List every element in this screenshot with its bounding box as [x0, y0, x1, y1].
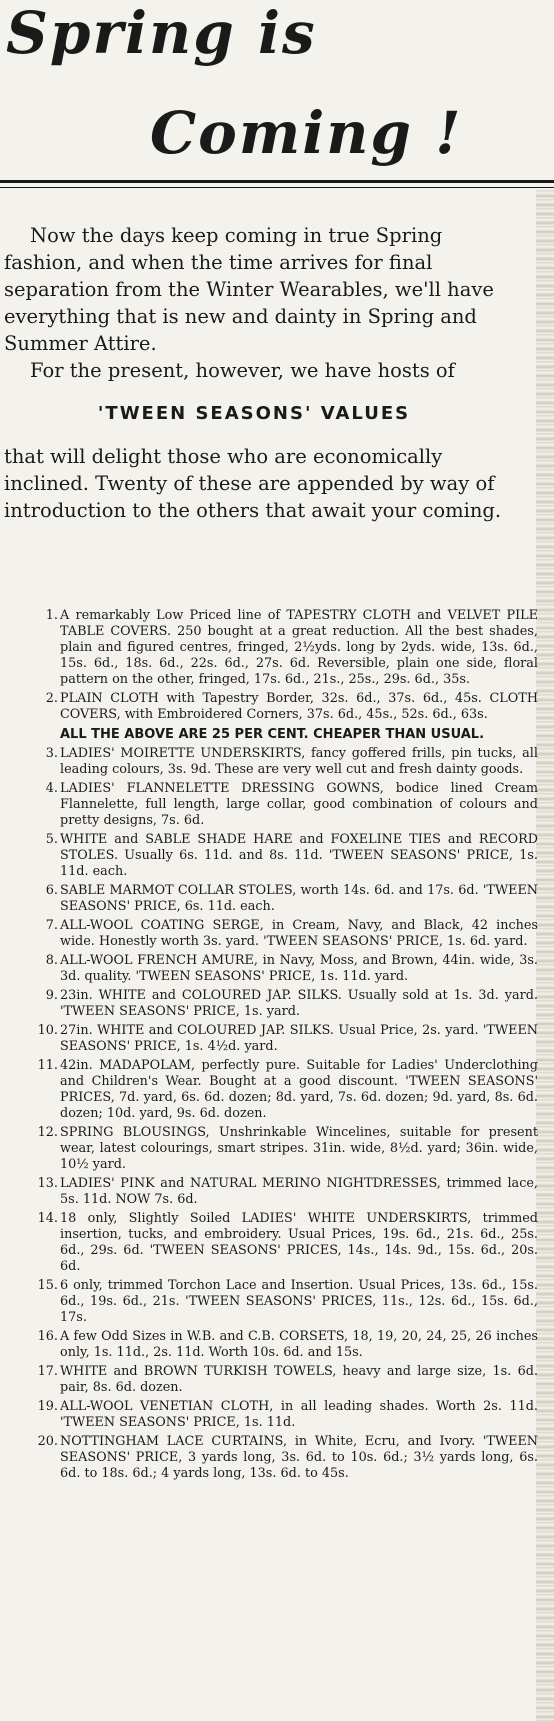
- intro-paragraph-3: that will delight those who are economically inclined. Twenty of these are appended by way of introduction to the others that await your coming.: [4, 445, 502, 522]
- item-number: 14.: [37, 1211, 58, 1226]
- item-number: 8.: [45, 953, 58, 968]
- divider-thin: [0, 187, 554, 188]
- list-item: [37, 1434, 538, 1482]
- item-list: [37, 608, 538, 1485]
- list-item: [40, 988, 538, 1020]
- list-item: [37, 1364, 538, 1396]
- list-item: [37, 1329, 538, 1361]
- item-number: 20.: [37, 1434, 58, 1449]
- item-text: 23in. WHITE and COLOURED JAP. SILKS. Usually sold at 1s. 3d. yard. 'TWEEN SEASONS' PRICE, 1s. yard.: [60, 988, 538, 1019]
- item-text: 6 only, trimmed Torchon Lace and Insertion. Usual Prices, 13s. 6d., 15s. 6d., 19s. 6d., 21s. 'TWEEN SEASONS' PRICES, 11s., 12s. 6d., 15s. 6d., 17s.: [60, 1278, 538, 1325]
- item-text: LADIES' MOIRETTE UNDERSKIRTS, fancy goffered frills, pin tucks, all leading colours, 3s. 9d. These are very well cut and fresh dainty goods.: [60, 746, 538, 777]
- item-text: LADIES' FLANNELETTE DRESSING GOWNS, bodice lined Cream Flannelette, full length, large collar, good combination of colours and pretty designs, 7s. 6d.: [60, 781, 538, 828]
- list-item: [40, 918, 538, 950]
- list-item: [40, 832, 538, 880]
- intro-paragraph-2: For the present, however, we have hosts of: [30, 359, 455, 382]
- item-number: 15.: [37, 1278, 58, 1293]
- list-item: [40, 691, 538, 723]
- item-number: 9.: [45, 988, 58, 1003]
- values-heading: 'TWEEN SEASONS' VALUES: [97, 403, 411, 424]
- list-item: [40, 953, 538, 985]
- page-edge: [536, 190, 554, 1721]
- item-number: 12.: [37, 1125, 58, 1140]
- item-text: 18 only, Slightly Soiled LADIES' WHITE UNDERSKIRTS, trimmed insertion, tucks, and embroidery. Usual Prices, 19s. 6d., 21s. 6d., 25s. 6d., 29s. 6d. 'TWEEN SEASONS' PRICES, 14s., 14s. 9d., 15s. 6d., 20s. 6d.: [60, 1211, 538, 1274]
- headline-line-2: Coming !: [150, 99, 463, 167]
- item-text: WHITE and SABLE SHADE HARE and FOXELINE TIES and RECORD STOLES. Usually 6s. 11d. and 8s. 11d. 'TWEEN SEASONS' PRICE, 1s. 11d. each.: [60, 832, 538, 879]
- item-number: 13.: [37, 1176, 58, 1191]
- list-item: [40, 746, 538, 778]
- item-number: 3.: [45, 746, 58, 761]
- item-number: 11.: [37, 1058, 58, 1073]
- item-text: 42in. MADAPOLAM, perfectly pure. Suitable for Ladies' Underclothing and Children's Wear. Bought at a good discount. 'TWEEN SEASONS' PRICES, 7d. yard, 6s. 6d. dozen; 8d. yard, 7s. 6d. dozen; 9d. yard, 8s. 6d. dozen; 10d. yard, 9s. 6d. dozen.: [60, 1058, 538, 1121]
- item-number: 4.: [45, 781, 58, 796]
- list-item: [37, 1278, 538, 1326]
- item-number: 6.: [45, 883, 58, 898]
- list-item: [37, 1023, 538, 1055]
- headline-line-1: Spring is: [6, 0, 317, 67]
- item-text: PLAIN CLOTH with Tapestry Border, 32s. 6d., 37s. 6d., 45s. CLOTH COVERS, with Embroidered Corners, 37s. 6d., 45s., 52s. 6d., 63s.: [60, 691, 538, 722]
- list-item: [40, 781, 538, 829]
- item-text: SABLE MARMOT COLLAR STOLES, worth 14s. 6d. and 17s. 6d. 'TWEEN SEASONS' PRICE, 6s. 11d. each.: [60, 883, 538, 914]
- discount-notice: ALL THE ABOVE ARE 25 PER CENT. CHEAPER THAN USUAL.: [60, 727, 485, 742]
- item-number: 7.: [45, 918, 58, 933]
- divider-thick: [0, 180, 554, 183]
- list-item: [37, 1058, 538, 1122]
- item-text: ALL-WOOL FRENCH AMURE, in Navy, Moss, and Brown, 44in. wide, 3s. 3d. quality. 'TWEEN SEASONS' PRICE, 1s. 11d. yard.: [60, 953, 538, 984]
- list-item: [37, 1176, 538, 1208]
- list-item: [40, 608, 538, 688]
- item-text: ALL-WOOL COATING SERGE, in Cream, Navy, and Black, 42 inches wide. Honestly worth 3s. yard. 'TWEEN SEASONS' PRICE, 1s. 6d. yard.: [60, 918, 538, 949]
- list-item: [37, 1125, 538, 1173]
- item-number: 16.: [37, 1329, 58, 1344]
- item-number: 10.: [37, 1023, 58, 1038]
- item-number: 5.: [45, 832, 58, 847]
- list-item: [37, 1211, 538, 1275]
- item-number: 17.: [37, 1364, 58, 1379]
- list-item: [40, 883, 538, 915]
- item-number: 2.: [45, 691, 58, 706]
- item-text: LADIES' PINK and NATURAL MERINO NIGHTDRESSES, trimmed lace, 5s. 11d. NOW 7s. 6d.: [60, 1176, 538, 1207]
- item-text: WHITE and BROWN TURKISH TOWELS, heavy and large size, 1s. 6d. pair, 8s. 6d. dozen.: [60, 1364, 538, 1395]
- intro-paragraph-1: Now the days keep coming in true Spring fashion, and when the time arrives for final separation from the Winter Wearables, we'll have everything that is new and dainty in Spring and Summer Attire.: [4, 224, 494, 355]
- item-number: 1.: [45, 608, 58, 623]
- item-number: 19.: [37, 1399, 58, 1414]
- intro-text: [4, 222, 504, 524]
- item-text: NOTTINGHAM LACE CURTAINS, in White, Ecru, and Ivory. 'TWEEN SEASONS' PRICE, 3 yards long, 3s. 6d. to 10s. 6d.; 3½ yards long, 6s. 6d. to 18s. 6d.; 4 yards long, 13s. 6d. to 45s.: [60, 1434, 538, 1481]
- item-text: ALL-WOOL VENETIAN CLOTH, in all leading shades. Worth 2s. 11d. 'TWEEN SEASONS' PRICE, 1s. 11d.: [60, 1399, 538, 1430]
- list-item: [37, 1399, 538, 1431]
- item-text: 27in. WHITE and COLOURED JAP. SILKS. Usual Price, 2s. yard. 'TWEEN SEASONS' PRICE, 1s. 4½d. yard.: [60, 1023, 538, 1054]
- item-text: A remarkably Low Priced line of TAPESTRY CLOTH and VELVET PILE TABLE COVERS. 250 bought at a great reduction. All the best shades, plain and figured centres, fringed, 2½yds. long by 2yds. wide, 13s. 6d., 15s. 6d., 18s. 6d., 22s. 6d., 27s. 6d. Reversible, plain one side, floral pattern on the other, fringed, 17s. 6d., 21s., 25s., 29s. 6d., 35s.: [60, 608, 538, 687]
- item-text: A few Odd Sizes in W.B. and C.B. CORSETS, 18, 19, 20, 24, 25, 26 inches only, 1s. 11d., 2s. 11d. Worth 10s. 6d. and 15s.: [60, 1329, 538, 1360]
- item-text: SPRING BLOUSINGS, Unshrinkable Wincelines, suitable for present wear, latest colourings, smart stripes. 31in. wide, 8½d. yard; 36in. wide, 10½ yard.: [60, 1125, 538, 1172]
